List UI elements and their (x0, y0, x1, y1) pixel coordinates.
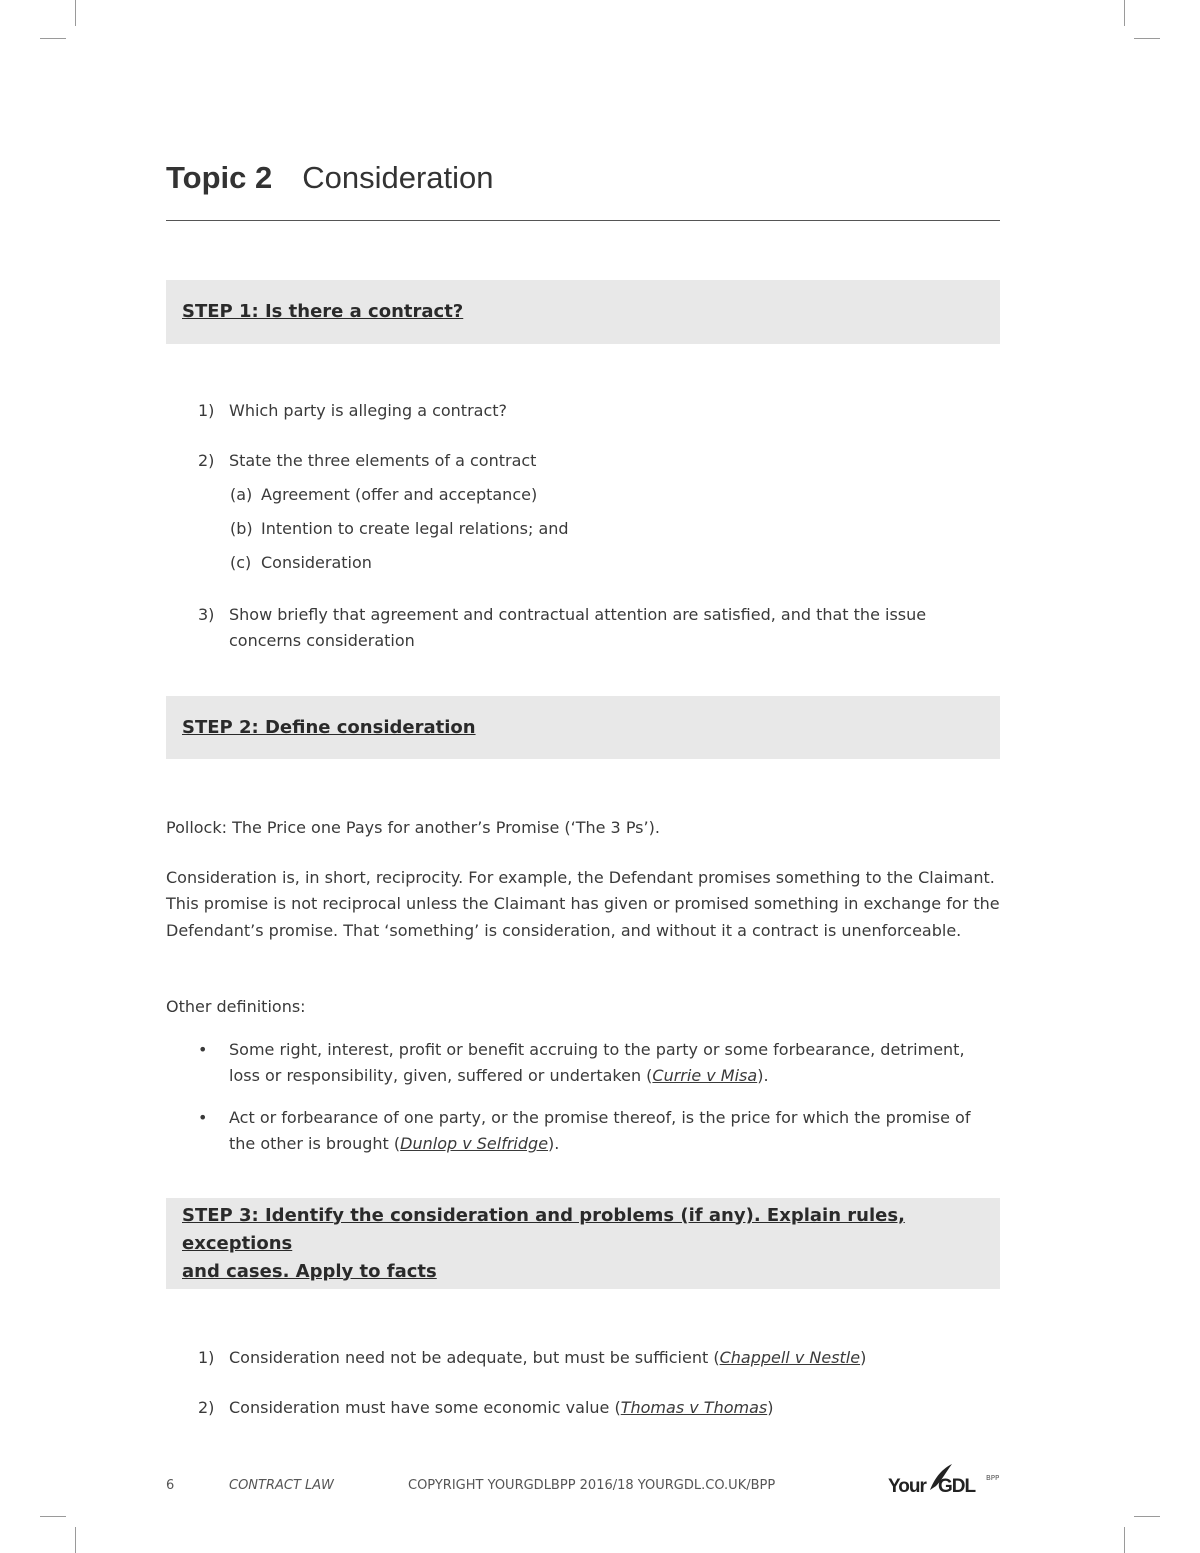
topic-title: Consideration (302, 160, 494, 195)
logo-sup: BPP (986, 1474, 1000, 1482)
step3-heading-line1: STEP 3: Identify the consideration and problems (if any). Explain rules, exceptions (182, 1204, 905, 1254)
element-letter: (c) (230, 553, 252, 572)
item-text: Consideration need not be adequate, but must be sufficient (Chappell v Nestle) (229, 1348, 867, 1367)
topic-number: Topic 2 (166, 160, 273, 195)
element-b (230, 516, 569, 542)
element-text: Intention to create legal relations; and (261, 519, 569, 538)
item-number: 3) (198, 605, 215, 624)
case-citation: Currie v Misa (652, 1066, 758, 1086)
step1-heading-box (166, 280, 1000, 344)
item-number: 1) (198, 1348, 215, 1367)
element-text: Agreement (offer and acceptance) (261, 485, 538, 504)
bullet-text: Act or forbearance of one party, or the promise thereof, is the price for which the promise of the other is brought (Dunlop v Selfridge). (229, 1108, 971, 1154)
page-number: 6 (166, 1478, 175, 1493)
pollock-definition: Pollock: The Price one Pays for another’s Promise (‘The 3 Ps’). (166, 818, 660, 837)
element-letter: (a) (230, 485, 253, 504)
item-number: 2) (198, 451, 215, 470)
item-number: 1) (198, 401, 215, 420)
bullet-icon: • (198, 1108, 208, 1127)
element-a (230, 482, 537, 508)
case-citation: Dunlop v Selfridge (400, 1134, 549, 1154)
bullet-text: Some right, interest, profit or benefit accruing to the party or some forbearance, detriment, loss or responsibility, given, suffered or undertaken (Currie v Misa). (229, 1040, 965, 1086)
crop-mark (1124, 0, 1125, 26)
element-letter: (b) (230, 519, 253, 538)
footer-copyright: COPYRIGHT YOURGDLBPP 2016/18 YOURGDL.CO.UK/BPP (408, 1478, 776, 1493)
title-divider (166, 220, 1000, 221)
crop-mark (1124, 1527, 1125, 1553)
yourgdl-logo (888, 1462, 1000, 1502)
element-text: Consideration (261, 553, 372, 572)
crop-mark (1134, 1516, 1160, 1517)
footer-subject: CONTRACT LAW (229, 1478, 334, 1493)
step2-heading: STEP 2: Define consideration (182, 716, 476, 738)
crop-mark (75, 1527, 76, 1553)
step3-heading-box (166, 1198, 1000, 1289)
reciprocity-paragraph: Consideration is, in short, reciprocity. For example, the Defendant promises something to the Claimant. This promise is not reciprocal unless the Claimant has given or promised something in exchange for the Defendant’s promise. That ‘something’ is consideration, and without it a contract is unenforceable. (166, 868, 1000, 940)
step3-heading-line2: and cases. Apply to facts (182, 1260, 437, 1282)
logo-your: Your (888, 1476, 926, 1497)
crop-mark (75, 0, 76, 26)
crop-mark (40, 1516, 66, 1517)
case-citation: Chappell v Nestle (719, 1348, 861, 1367)
bullet-icon: • (198, 1040, 208, 1059)
element-c (230, 550, 372, 576)
crop-mark (1134, 38, 1160, 39)
item-text: Show briefly that agreement and contractual attention are satisfied, and that the issue concerns consideration (229, 605, 927, 650)
crop-mark (40, 38, 66, 39)
item-number: 2) (198, 1398, 215, 1417)
item-text: State the three elements of a contract (229, 451, 537, 470)
item-text: Which party is alleging a contract? (229, 401, 508, 420)
case-citation: Thomas v Thomas (620, 1398, 768, 1417)
step1-heading: STEP 1: Is there a contract? (182, 301, 464, 322)
item-text: Consideration must have some economic value (Thomas v Thomas) (229, 1398, 774, 1417)
step2-heading-box (166, 696, 1000, 759)
logo-gdl: GDL (938, 1476, 976, 1497)
page-title (166, 160, 494, 196)
other-definitions-label: Other definitions: (166, 997, 306, 1016)
